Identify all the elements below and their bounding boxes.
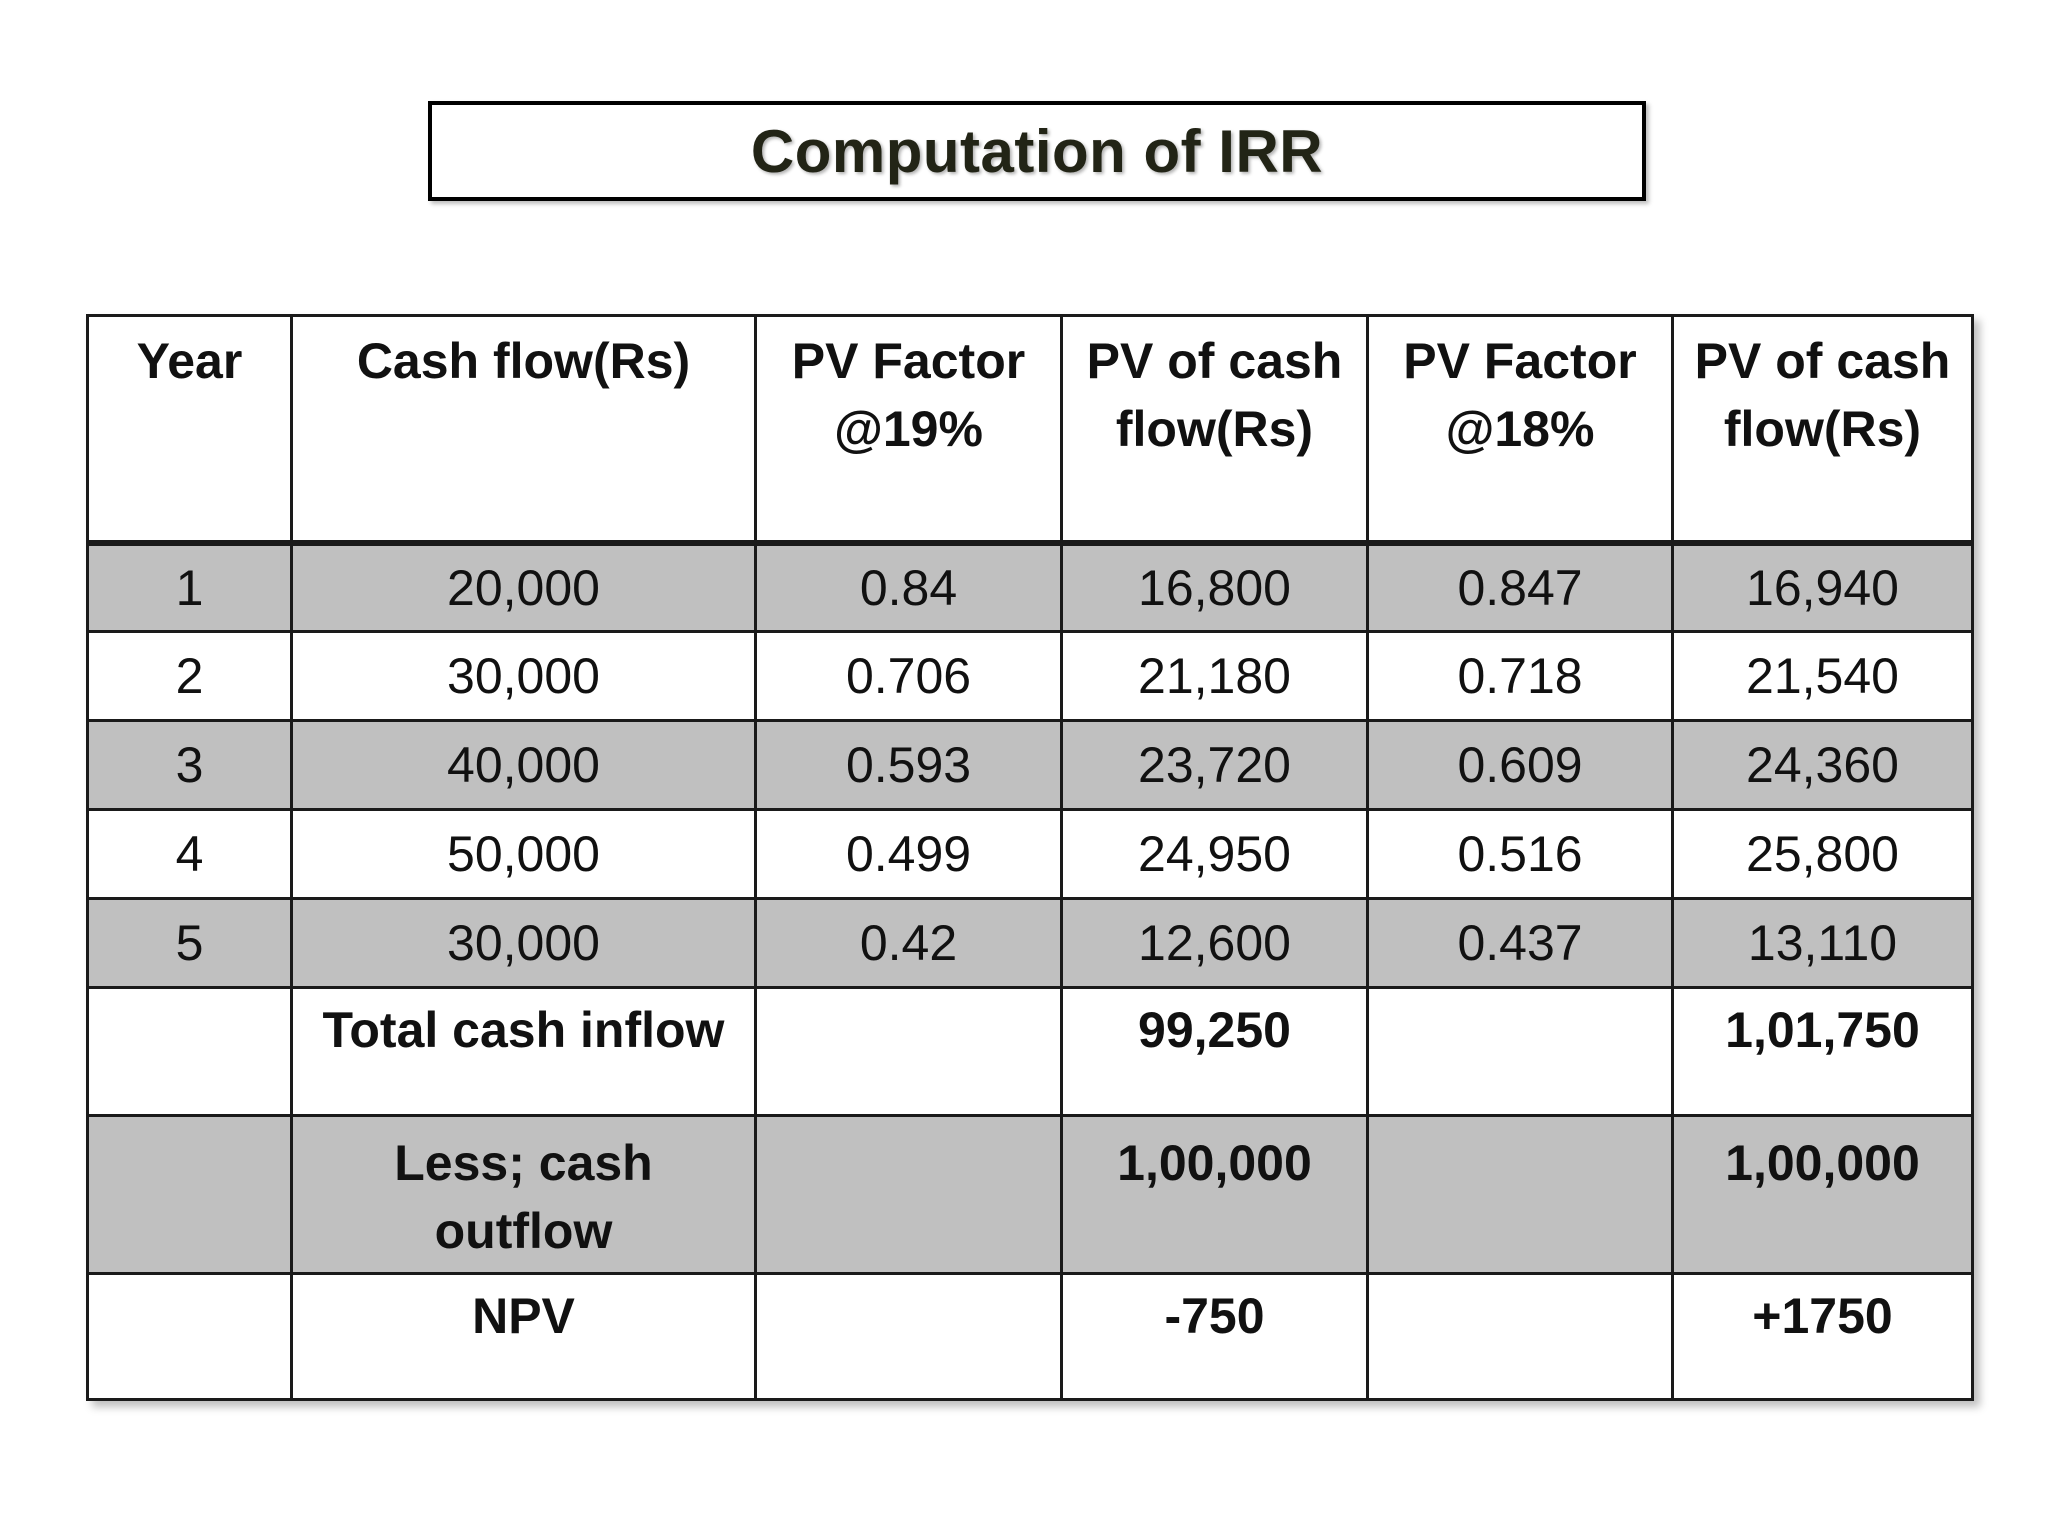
cell-pv-factor-19: 0.593 xyxy=(756,721,1062,810)
cell-year: 1 xyxy=(88,543,292,632)
header-pv-cash-flow-18: PV of cash flow(Rs) xyxy=(1673,316,1973,543)
cell-empty xyxy=(1368,988,1673,1116)
irr-table xyxy=(86,314,1974,1401)
cell-year: 2 xyxy=(88,632,292,721)
cell-pv-cash-flow-18: 24,360 xyxy=(1673,721,1973,810)
cell-empty xyxy=(88,1274,292,1400)
cell-pv-cash-flow-18: 13,110 xyxy=(1673,899,1973,988)
cell-pv-cash-flow-18: 16,940 xyxy=(1673,543,1973,632)
cell-year: 3 xyxy=(88,721,292,810)
header-pv-factor-19: PV Factor @19% xyxy=(756,316,1062,543)
npv-18: +1750 xyxy=(1673,1274,1973,1400)
cell-pv-cash-flow-19: 24,950 xyxy=(1062,810,1368,899)
cell-empty xyxy=(756,1116,1062,1274)
cell-cash-flow: 20,000 xyxy=(292,543,756,632)
cell-cash-flow: 50,000 xyxy=(292,810,756,899)
cell-cash-flow: 30,000 xyxy=(292,899,756,988)
cell-pv-factor-18: 0.609 xyxy=(1368,721,1673,810)
cell-pv-factor-19: 0.42 xyxy=(756,899,1062,988)
outflow-label: Less; cash outflow xyxy=(292,1116,756,1274)
outflow-pv-19: 1,00,000 xyxy=(1062,1116,1368,1274)
npv-19: -750 xyxy=(1062,1274,1368,1400)
cell-cash-flow: 30,000 xyxy=(292,632,756,721)
cell-pv-cash-flow-19: 21,180 xyxy=(1062,632,1368,721)
table-row xyxy=(88,543,1973,632)
cell-pv-cash-flow-19: 23,720 xyxy=(1062,721,1368,810)
cell-pv-cash-flow-19: 12,600 xyxy=(1062,899,1368,988)
table-row xyxy=(88,632,1973,721)
cell-pv-cash-flow-19: 16,800 xyxy=(1062,543,1368,632)
table-row xyxy=(88,899,1973,988)
cell-pv-factor-18: 0.718 xyxy=(1368,632,1673,721)
cell-pv-factor-18: 0.437 xyxy=(1368,899,1673,988)
title-box xyxy=(428,101,1646,201)
cell-empty xyxy=(1368,1116,1673,1274)
header-year: Year xyxy=(88,316,292,543)
header-cash-flow: Cash flow(Rs) xyxy=(292,316,756,543)
outflow-row xyxy=(88,1116,1973,1274)
header-pv-cash-flow-19: PV of cash flow(Rs) xyxy=(1062,316,1368,543)
total-pv-18: 1,01,750 xyxy=(1673,988,1973,1116)
page-title: Computation of IRR xyxy=(750,117,1324,185)
cell-year: 4 xyxy=(88,810,292,899)
cell-empty xyxy=(1368,1274,1673,1400)
total-label: Total cash inflow xyxy=(292,988,756,1116)
cell-pv-cash-flow-18: 21,540 xyxy=(1673,632,1973,721)
header-row xyxy=(88,316,1973,543)
table-row xyxy=(88,810,1973,899)
npv-row xyxy=(88,1274,1973,1400)
cell-empty xyxy=(756,988,1062,1116)
cell-empty xyxy=(756,1274,1062,1400)
cell-pv-factor-19: 0.706 xyxy=(756,632,1062,721)
cell-cash-flow: 40,000 xyxy=(292,721,756,810)
outflow-pv-18: 1,00,000 xyxy=(1673,1116,1973,1274)
cell-empty xyxy=(88,988,292,1116)
cell-empty xyxy=(88,1116,292,1274)
total-pv-19: 99,250 xyxy=(1062,988,1368,1116)
header-pv-factor-18: PV Factor @18% xyxy=(1368,316,1673,543)
table-row xyxy=(88,721,1973,810)
cell-pv-factor-18: 0.516 xyxy=(1368,810,1673,899)
cell-pv-factor-19: 0.499 xyxy=(756,810,1062,899)
total-row xyxy=(88,988,1973,1116)
cell-year: 5 xyxy=(88,899,292,988)
npv-label: NPV xyxy=(292,1274,756,1400)
cell-pv-factor-19: 0.84 xyxy=(756,543,1062,632)
cell-pv-cash-flow-18: 25,800 xyxy=(1673,810,1973,899)
cell-pv-factor-18: 0.847 xyxy=(1368,543,1673,632)
